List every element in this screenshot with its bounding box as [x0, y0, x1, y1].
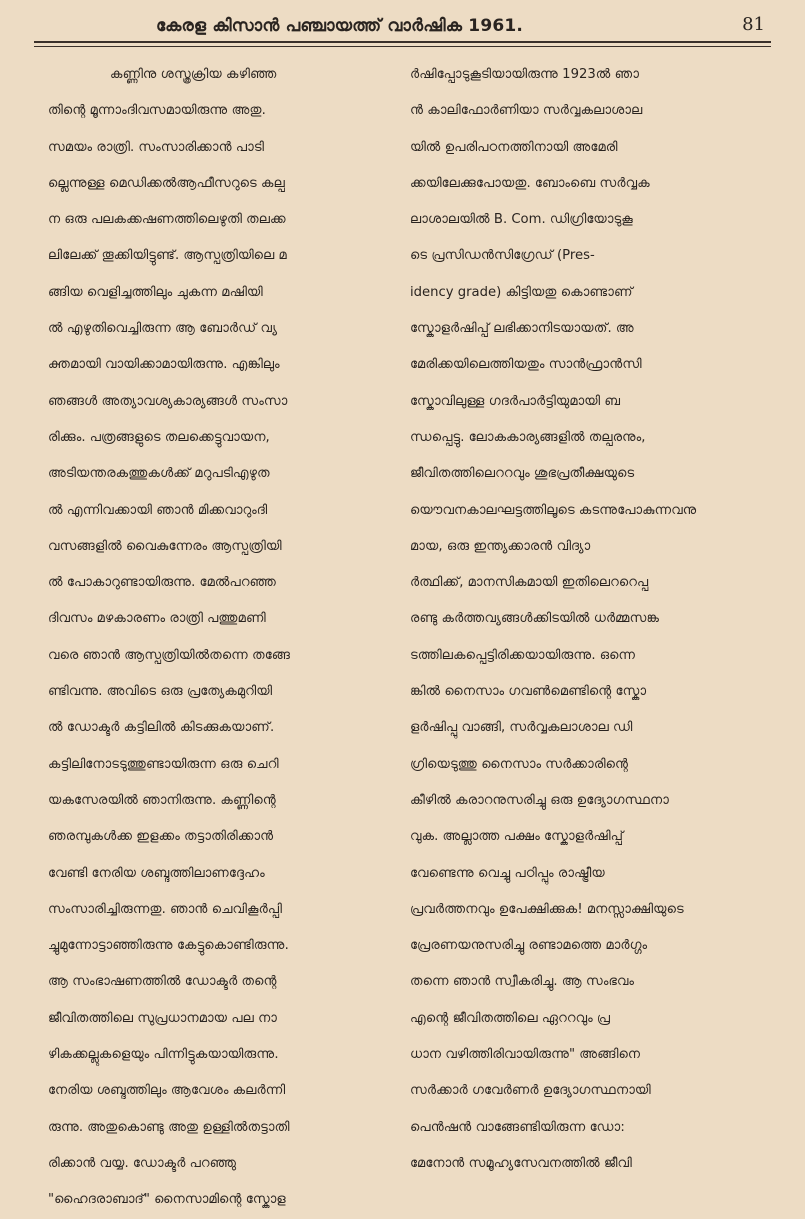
- text-line: idency grade) കിട്ടിയതു കൊണ്ടാണ്: [410, 284, 633, 300]
- text-line: കണ്ണിനു ശസ്ത്രക്രിയ കഴിഞ്ഞ: [110, 67, 277, 82]
- text-line: ച്ചുമുന്നോട്ടാഞ്ഞിരുന്നു കേട്ടുകൊണ്ടിരുന്നു.: [48, 938, 289, 954]
- text-line: ജീവിതത്തിലെററവും ശുഭപ്രതീക്ഷയുടെ: [410, 466, 635, 482]
- text-line: പെൻഷൻ വാങ്ങേണ്ടിയിരുന്ന ഡോ:: [410, 1119, 625, 1135]
- left-column: [48, 57, 378, 1219]
- text-line: സംസാരിച്ചിരുന്നതു. ഞാൻ ചെവികൂർപ്പി: [48, 901, 282, 917]
- text-line: മേനോൻ സമൂഹ്യസേവനത്തിൽ ജീവി: [410, 1155, 632, 1171]
- text-line: ജീവിതത്തിലെ സുപ്രധാനമായ പല നാ: [48, 1010, 277, 1026]
- text-line: രിക്കും. പത്രങ്ങളുടെ തലക്കെട്ടുവായന,: [48, 429, 270, 445]
- text-line: ല്ലെന്നുള്ള മെഡിക്കൽആഫീസറുടെ കല്പ: [48, 175, 285, 191]
- text-line: വുക. അല്ലാത്ത പക്ഷം സ്കോളർഷിപ്പ്: [410, 829, 624, 845]
- text-line: കട്ടിലിനോടടുത്തുണ്ടായിരുന്ന ഒരു ചെറി: [48, 756, 279, 772]
- text-line: ങ്ങിയ വെളിച്ചത്തിലും ചുകന്ന മഷിയി: [48, 284, 263, 300]
- text-line: ധാന വഴിത്തിരിവായിരുന്നു" അങ്ങിനെ: [410, 1047, 641, 1063]
- text-line: ർത്ഥിക്ക്, മാനസികമായി ഇതിലെററെപ്പ: [410, 575, 649, 591]
- text-line: ഞരമ്പുകൾക്ക ഇളക്കം തട്ടാതിരിക്കാൻ: [48, 829, 274, 845]
- text-line: തന്നെ ഞാൻ സ്വീകരിച്ചു. ആ സംഭവം: [410, 974, 635, 990]
- text-line: ർഷിപ്പോടുകൂടിയായിരുന്നു 1923ൽ ഞാ: [410, 67, 639, 82]
- text-line: വസങ്ങളിൽ വൈകുന്നേരം ആസ്പത്രിയി: [48, 538, 282, 554]
- text-line: പ്രവർത്തനവും ഉപേക്ഷിക്കുക! മനസ്സാക്ഷിയുടെ: [410, 901, 684, 917]
- text-line: മായ, ഒരു ഇന്ത്യക്കാരൻ വിദ്യാ: [410, 538, 591, 554]
- right-column: [410, 57, 756, 1182]
- text-line: ൽ ഡോക്ടർ കട്ടിലിൽ കിടക്കുകയാണ്.: [48, 720, 275, 736]
- text-line: വേണ്ടെന്നു വെച്ചു പഠിപ്പും രാഷ്ട്രീയ: [410, 865, 605, 881]
- text-line: വരെ ഞാൻ ആസ്പത്രിയിൽതന്നെ തങ്ങേ: [48, 647, 291, 663]
- text-line: ലാശാലയിൽ B. Com. ഡിഗ്രിയോടുകൂ: [410, 212, 633, 228]
- text-line: വേണ്ടി നേരിയ ശബ്ദത്തിലാണദ്ദേഹം: [48, 865, 265, 881]
- text-line: ദിവസം മഴകാരണം രാത്രി പത്തുമണി: [48, 611, 266, 627]
- text-line: ളർഷിപ്പു വാങ്ങി, സർവ്വകലാശാല ഡി: [410, 720, 633, 736]
- text-line: ങ്കിൽ നൈസാം ഗവൺമെണ്ടിന്റെ സ്കോ: [410, 684, 647, 700]
- text-line: ൽ പോകാറുണ്ടായിരുന്നു. മേൽപറഞ്ഞ: [48, 575, 277, 591]
- text-line: കീഴിൽ കരാറനുസരിച്ചു ഒരു ഉദ്യോഗസ്ഥനാ: [410, 792, 669, 808]
- header-rule-thin: [34, 46, 771, 47]
- text-line: യകസേരയിൽ ഞാനിരുന്നു. കണ്ണിന്റെ: [48, 792, 276, 808]
- text-line: ൽ എഴുതിവെച്ചിരുന്ന ആ ബോർഡ് വ്യ: [48, 321, 278, 337]
- text-line: ണ്ടിവന്നു. അവിടെ ഒരു പ്രത്യേകമുറിയി: [48, 684, 273, 700]
- text-line: ക്തമായി വായിക്കാമായിരുന്നു. എങ്കിലും: [48, 357, 280, 373]
- text-line: എന്റെ ജീവിതത്തിലെ ഏററവും പ്ര: [410, 1010, 611, 1026]
- text-line: ൽ എന്നിവക്കായി ഞാൻ മിക്കവാറുംദി: [48, 502, 268, 518]
- text-line: ൻ കാലിഫോർണിയാ സർവ്വകലാശാല: [410, 103, 643, 119]
- text-line: യൌവനകാലഘട്ടത്തിലൂടെ കടന്നുപോകുന്നവനു: [410, 502, 697, 518]
- text-line: ന ഒരു പലകക്കഷണത്തിലെഴുതി തലക്ക: [48, 212, 286, 228]
- text-line: ആ സംഭാഷണത്തിൽ ഡോക്ടർ തന്റെ: [48, 974, 277, 990]
- running-header: [34, 12, 771, 42]
- running-title: കേരള കിസാൻ പഞ്ചായത്ത് വാർഷിക 1961.: [156, 16, 524, 36]
- text-line: നേരിയ ശബ്ദത്തിലും ആവേശം കലർന്നി: [48, 1083, 286, 1099]
- text-line: പ്രേരണയനുസരിച്ചു രണ്ടാമത്തെ മാർഗ്ഗം: [410, 938, 648, 954]
- text-line: രണ്ടു കർത്തവ്യങ്ങൾക്കിടയിൽ ധർമ്മസങ്ക: [410, 611, 660, 627]
- text-line: ഗ്രിയെടുത്തു നൈസാം സർക്കാരിന്റെ: [410, 756, 629, 772]
- text-line: ടത്തിലകപ്പെട്ടിരിക്കയായിരുന്നു. ഒന്നെ: [410, 647, 636, 663]
- text-line: സ്കോളർഷിപ്പ് ലഭിക്കാനിടയായത്. അ: [410, 321, 634, 337]
- text-line: തിന്റെ മൂന്നാംദിവസമായിരുന്നു അതു.: [48, 103, 266, 119]
- text-line: മേരിക്കയിലെത്തിയതും സാൻഫ്രാൻസി: [410, 357, 642, 373]
- text-line: അടിയന്തരകത്തുകൾക്ക് മറുപടിഎഴുത: [48, 466, 270, 482]
- text-line: "ഹൈദരാബാദ്" നൈസാമിന്റെ സ്കോള: [48, 1192, 286, 1208]
- text-line: ലിലേക്ക് തൂക്കിയിട്ടുണ്ട്. ആസ്പത്രിയിലെ മ: [48, 248, 287, 264]
- text-line: ഞങ്ങൾ അത്യാവശ്യകാര്യങ്ങൾ സംസാ: [48, 393, 288, 409]
- text-line: സ്കോവിലുള്ള ഗദർപാർട്ടിയുമായി ബ: [410, 393, 621, 409]
- text-line: ടെ പ്രസിഡൻസിഗ്രേഡ് (Pres-: [410, 248, 595, 264]
- text-line: യിൽ ഉപരിപഠനത്തിനായി അമേരി: [410, 139, 618, 155]
- page-number: 81: [742, 14, 765, 35]
- header-rule-thick: [34, 41, 771, 43]
- text-line: ന്ധപ്പെട്ടു. ലോകകാര്യങ്ങളിൽ തല്പരനും,: [410, 429, 646, 445]
- text-line: രിക്കാൻ വയ്യ. ഡോക്ടർ പറഞ്ഞു: [48, 1155, 237, 1171]
- text-line: രുന്നു. അതുകൊണ്ടു അതു ഉള്ളിൽതട്ടാതി: [48, 1119, 290, 1135]
- text-line: സമയം രാത്രി. സംസാരിക്കാൻ പാടി: [48, 139, 264, 155]
- text-line: ഴികക്കല്ലുകളെയും പിന്നിട്ടുകയായിരുന്നു.: [48, 1047, 279, 1063]
- text-line: സർക്കാർ ഗവേർണർ ഉദ്യോഗസ്ഥനായി: [410, 1083, 651, 1099]
- text-line: ക്കയിലേക്കുപോയതു. ബോംബെ സർവ്വക: [410, 175, 650, 191]
